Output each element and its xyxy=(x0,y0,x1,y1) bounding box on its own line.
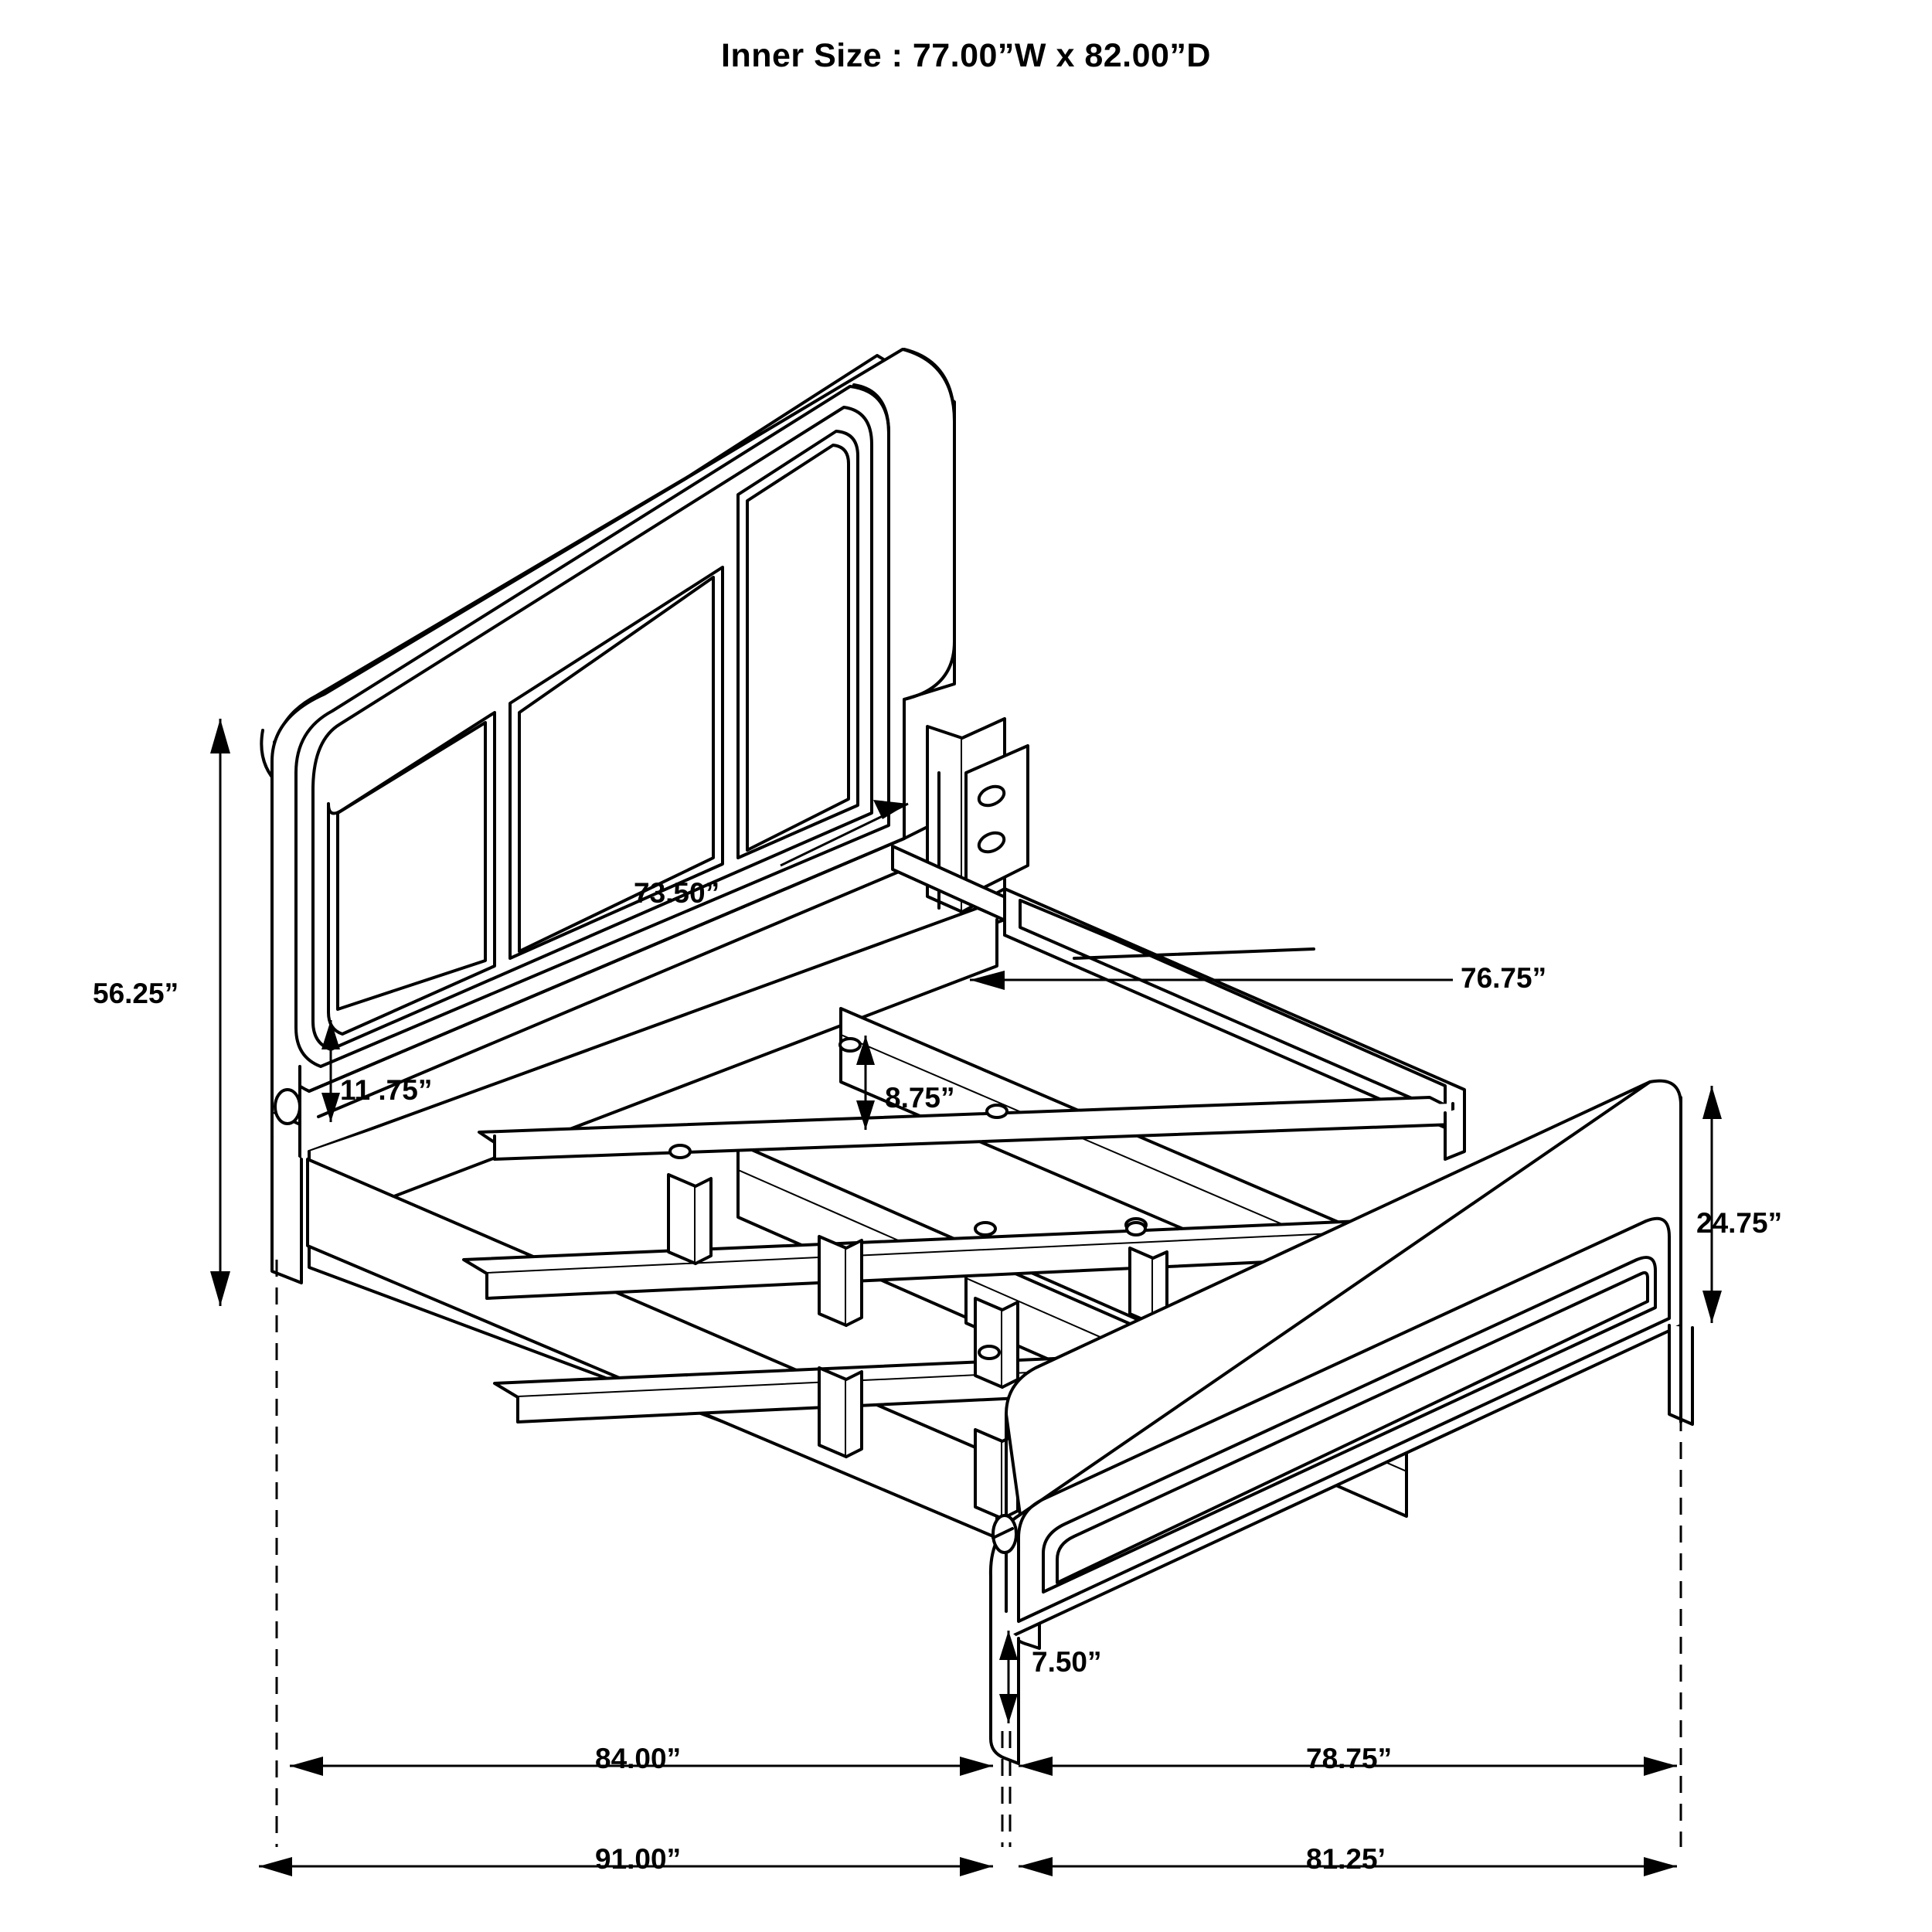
dimension-depth-overall: 91.00” xyxy=(595,1843,682,1875)
dimension-overall-height: 56.25” xyxy=(93,978,179,1009)
dimension-width-inner: 78.75” xyxy=(1306,1743,1393,1774)
dimension-side-rail-length: 76.75” xyxy=(1461,962,1547,994)
dimension-headboard-panel-width: 73.50” xyxy=(634,877,720,909)
dimension-slat-height: 8.75” xyxy=(885,1082,955,1114)
dimension-footboard-clearance: 7.50” xyxy=(1032,1646,1102,1678)
dimension-footboard-height: 24.75” xyxy=(1696,1207,1783,1239)
page-title: Inner Size : 77.00”W x 82.00”D xyxy=(721,37,1211,74)
dimension-headboard-clearance: 11 .75” xyxy=(340,1074,433,1106)
dimension-depth-inner: 84.00” xyxy=(595,1743,682,1774)
dimension-width-overall: 81.25’ xyxy=(1306,1843,1386,1875)
